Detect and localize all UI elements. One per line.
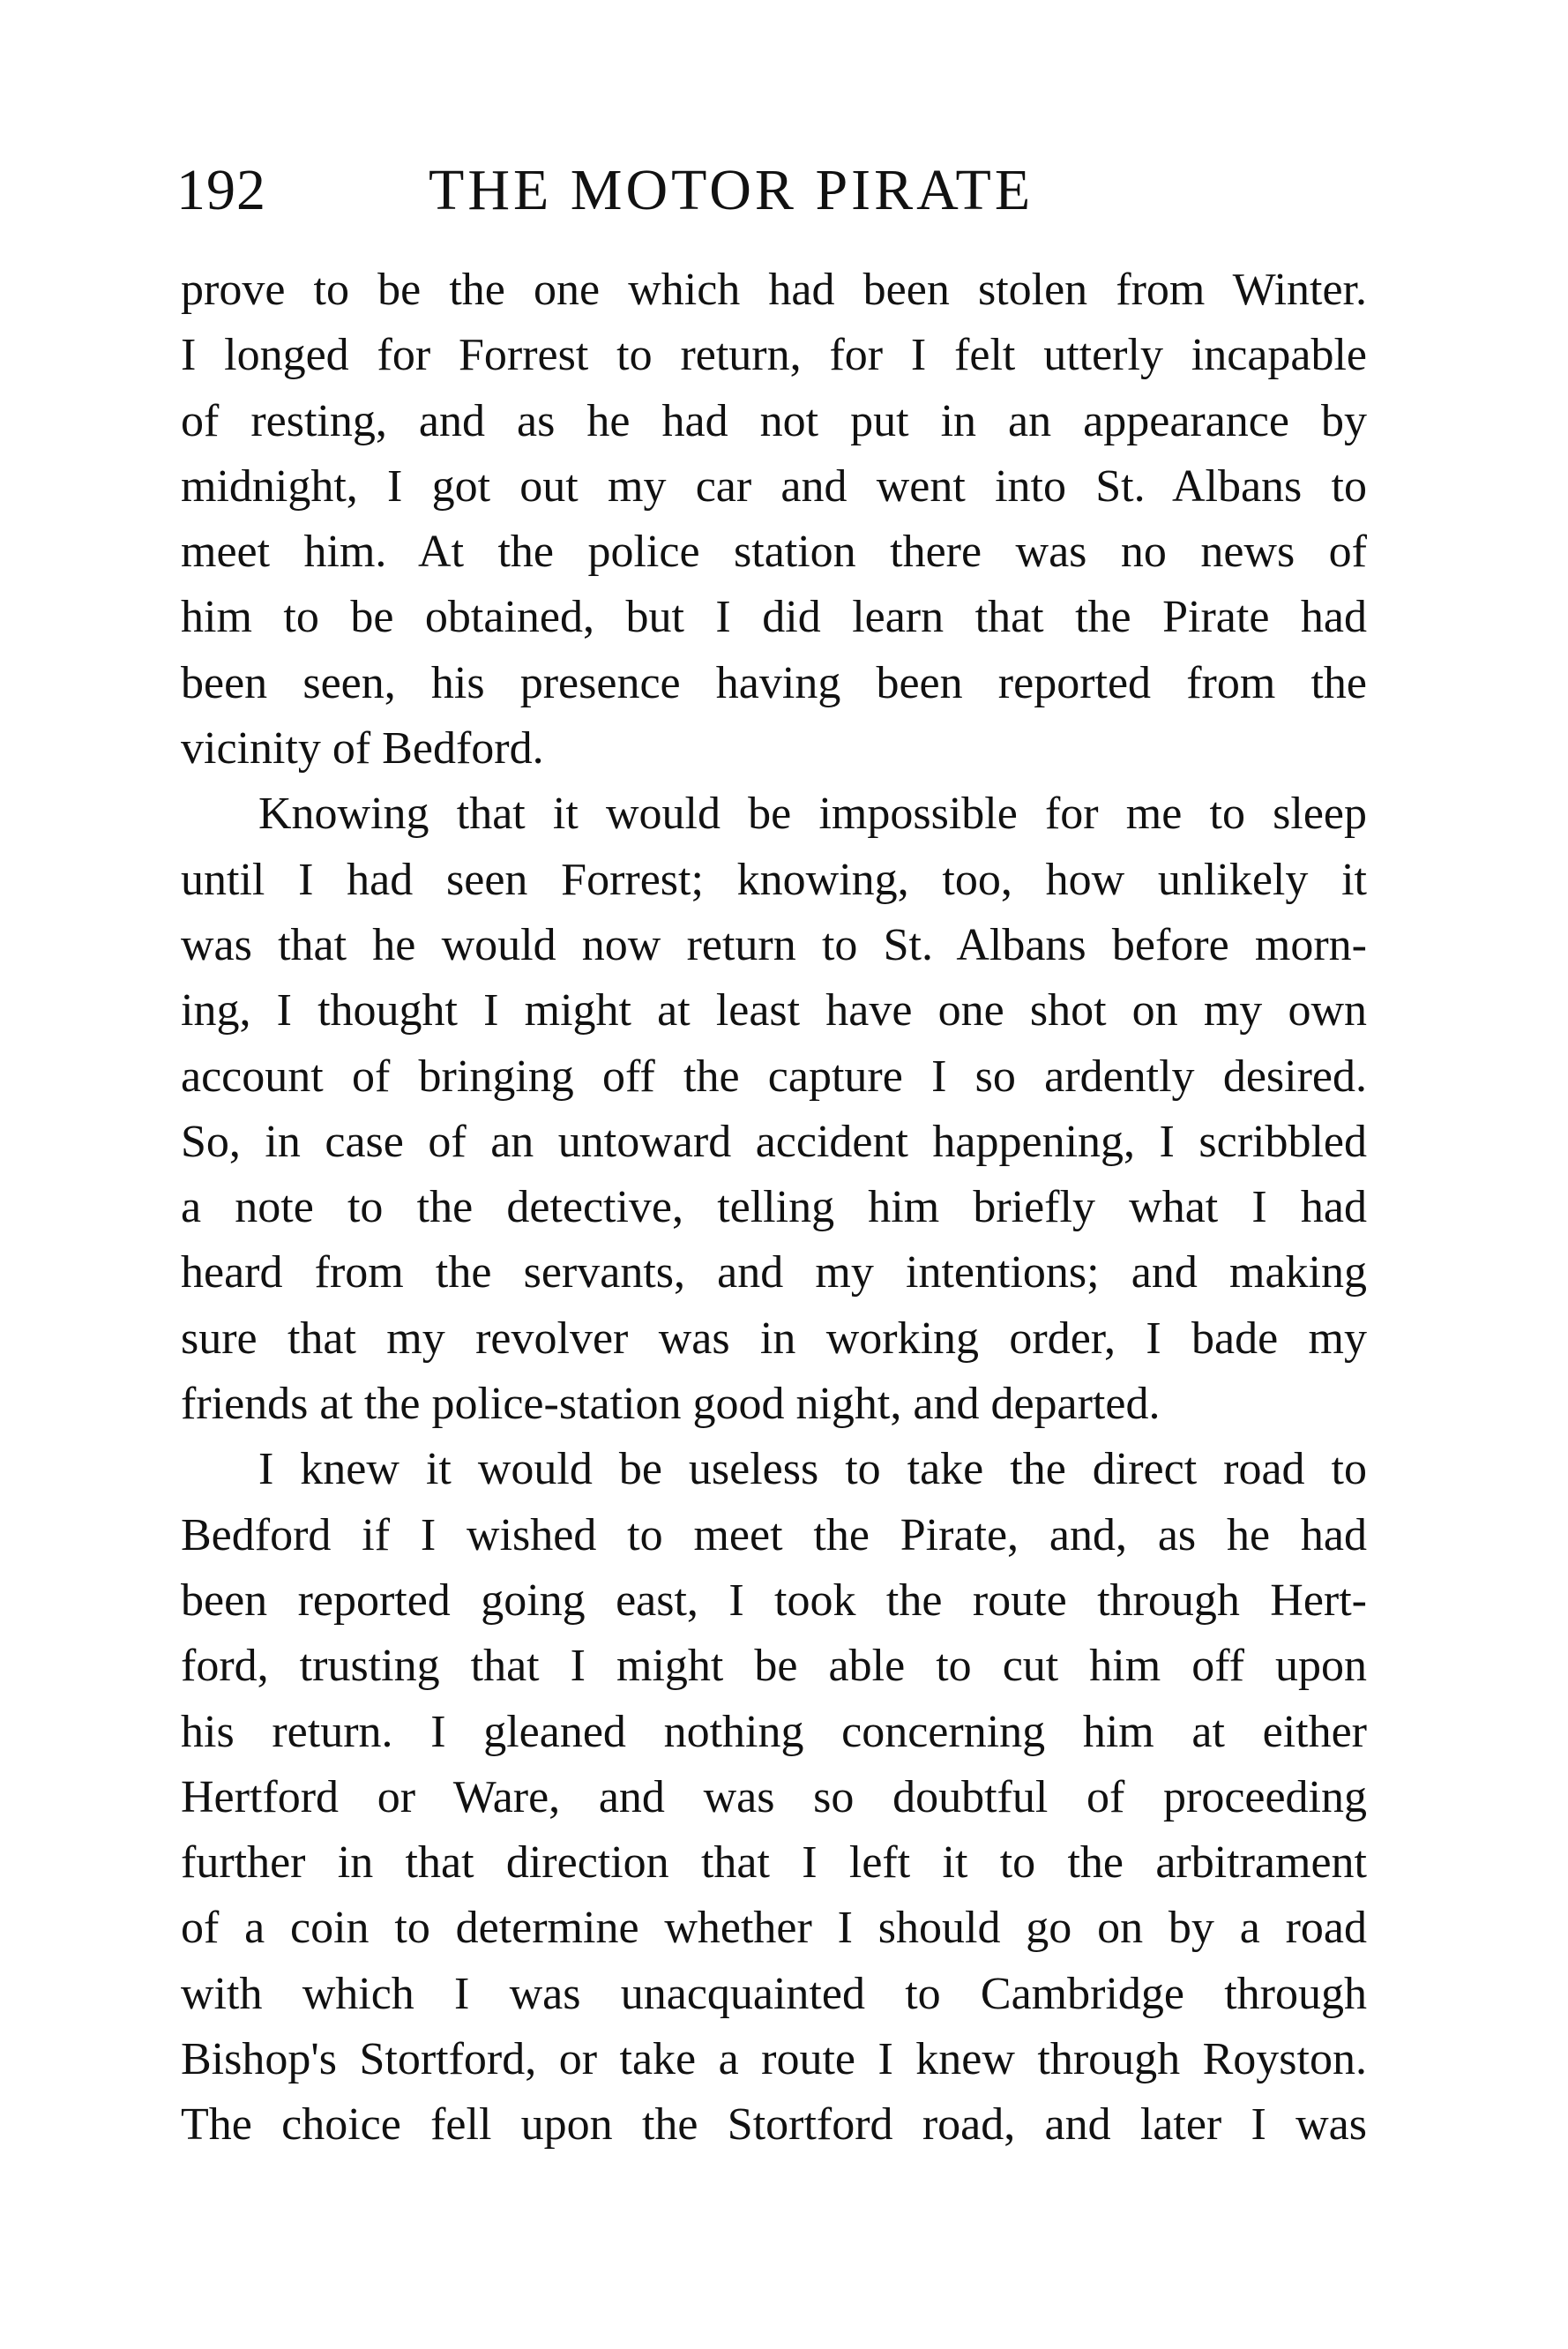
paragraph-1 <box>181 258 1367 782</box>
text-line: until I had seen Forrest; knowing, too, how unlikely it <box>181 854 1367 905</box>
text-line: of resting, and as he had not put in an appearance by <box>181 395 1367 446</box>
text-line: with which I was unacquainted to Cambridge through <box>181 1968 1367 2019</box>
text-line: account of bringing off the capture I so ardently desired. <box>181 1051 1367 1102</box>
text-line: ford, trusting that I might be able to cut him off upon <box>181 1641 1367 1692</box>
text-line: Bedford if I wished to meet the Pirate, and, as he had <box>181 1509 1367 1560</box>
text-line: Bishop's Stortford, or take a route I knew through Royston. <box>181 2034 1367 2085</box>
text-line: Hertford or Ware, and was so doubtful of proceeding <box>181 1771 1367 1822</box>
text-line: vicinity of Bedford. <box>181 723 544 774</box>
text-line: of a coin to determine whether I should go on by a road <box>181 1903 1367 1954</box>
text-line: friends at the police-station good night, and departed. <box>181 1379 1161 1430</box>
text-line: Knowing that it would be impossible for me to sleep <box>258 789 1367 840</box>
text-line: a note to the detective, telling him briefly what I had <box>181 1182 1367 1233</box>
text-line: sure that my revolver was in working order, I bade my <box>181 1313 1367 1364</box>
text-line: The choice fell upon the Stortford road, and later I was <box>181 2099 1367 2151</box>
running-title: THE MOTOR PIRATE <box>429 158 1034 222</box>
text-line: ing, I thought I might at least have one shot on my own <box>181 985 1367 1036</box>
text-line: midnight, I got out my car and went into St. Albans to <box>181 460 1367 512</box>
paragraph-3 <box>181 1437 1367 2158</box>
page-number: 192 <box>176 158 266 222</box>
text-line: So, in case of an untoward accident happening, I scribbled <box>181 1116 1367 1167</box>
text-line: meet him. At the police station there was no news of <box>181 527 1367 578</box>
body-text <box>181 258 1367 2158</box>
text-line: him to be obtained, but I did learn that the Pirate had <box>181 592 1367 643</box>
paragraph-2 <box>181 782 1367 1437</box>
text-line: further in that direction that I left it to the arbitrament <box>181 1837 1367 1889</box>
text-line: I knew it would be useless to take the direct road to <box>258 1444 1367 1495</box>
text-line: been reported going east, I took the route through Hert- <box>181 1575 1367 1626</box>
text-line: I longed for Forrest to return, for I felt utterly incapable <box>181 330 1367 381</box>
text-line: prove to be the one which had been stolen from Winter. <box>181 265 1367 315</box>
text-line: been seen, his presence having been reported from the <box>181 657 1367 708</box>
text-line: his return. I gleaned nothing concerning him at either <box>181 1706 1367 1757</box>
text-line: heard from the servants, and my intentions; and making <box>181 1247 1367 1298</box>
text-line: was that he would now return to St. Albans before morn- <box>181 919 1367 970</box>
